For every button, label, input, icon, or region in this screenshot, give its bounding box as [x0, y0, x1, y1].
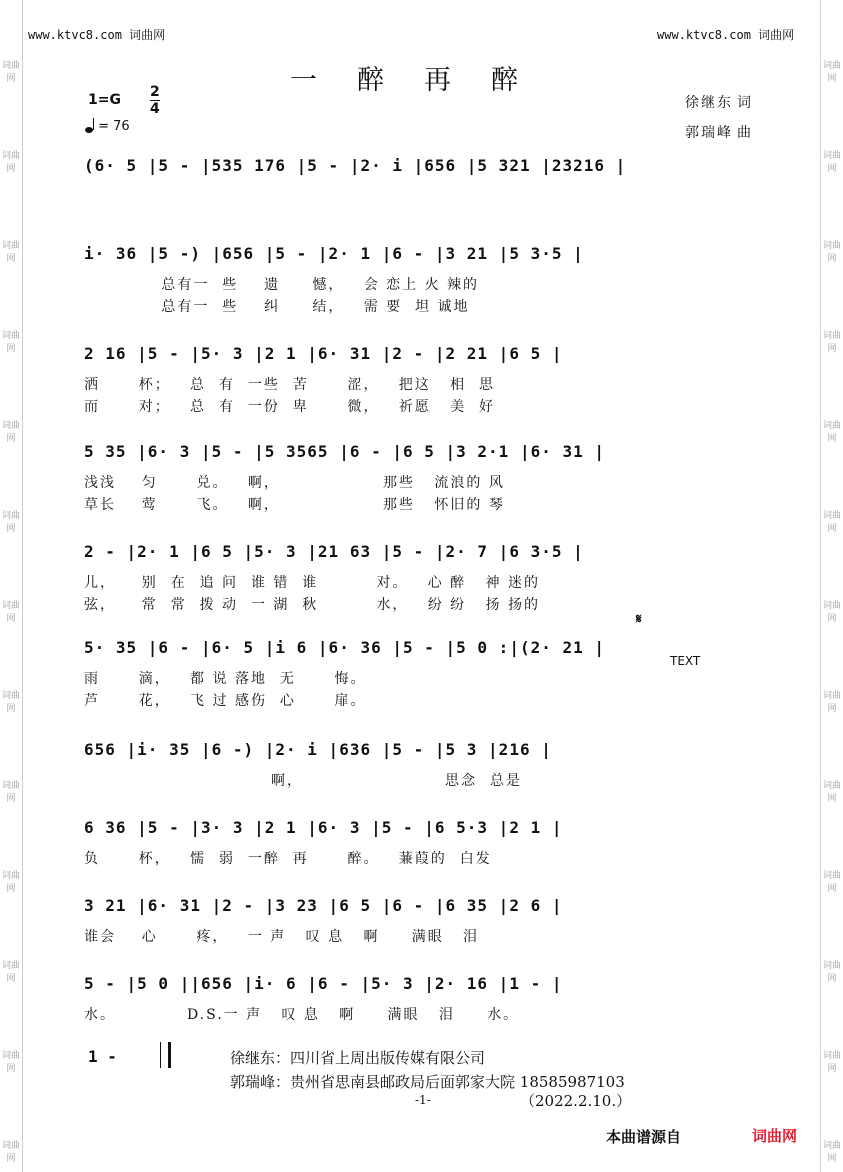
score-row — [84, 438, 756, 513]
left-watermark-strip — [0, 0, 23, 1172]
right-watermark-strip — [820, 0, 843, 1172]
side-watermark: 词曲网 — [1, 331, 20, 354]
lyric-line-verse1: 浅浅 匀 兑。 啊， 那些 流浪的 风 — [84, 475, 505, 491]
side-watermark: 词曲网 — [822, 1141, 841, 1164]
lyric-line-verse2: 总有一 些 纠 结， 需 要 坦 诚地 — [84, 299, 470, 315]
lyric-line-verse2 — [84, 870, 756, 890]
side-watermark: 词曲网 — [1, 1141, 20, 1164]
footer-composer-address: 郭瑞峰：贵州省思南县邮政局后面郭家大院 18585987103 — [230, 1073, 625, 1091]
lyric-line-verse1: 洒 杯； 总 有 一些 苦 涩， 把这 相 思 — [84, 377, 496, 393]
lyric-line-verse1: 水。 D.S.一 声 叹 息 啊 满眼 泪 水。 — [84, 1007, 520, 1023]
footer-lyricist-address: 徐继东：四川省上周出版传媒有限公司 — [230, 1049, 486, 1067]
side-watermark: 词曲网 — [822, 241, 841, 264]
notation-line: 5· 35 |6 - |6· 5 |i 6 |6· 36 |5 - |5 0 :|(2· 21 | — [84, 638, 606, 657]
side-watermark: 词曲网 — [1, 691, 20, 714]
side-watermark: 词曲网 — [1, 61, 20, 84]
lyric-line-verse2: 草长 莺 飞。 啊， 那些 怀旧的 琴 — [84, 497, 505, 513]
side-watermark: 词曲网 — [1, 241, 20, 264]
score-row — [84, 892, 756, 945]
site-watermark-right: www.ktvc8.com 词曲网 — [657, 28, 795, 42]
notation-line: 3 21 |6· 31 |2 - |3 23 |6 5 |6 - |6 35 |2 6 | — [84, 896, 563, 915]
lyric-line-verse2: 而 对； 总 有 一份 卑 微， 祈愿 美 好 — [84, 399, 496, 415]
notation-line: 5 - |5 0 ||656 |i· 6 |6 - |5· 3 |2· 16 |1 - | — [84, 974, 563, 993]
lyricist-role: 词 — [737, 95, 751, 111]
notation-line: 2 16 |5 - |5· 3 |2 1 |6· 31 |2 - |2 21 |6 5 | — [84, 344, 563, 363]
lyric-line-verse1: 啊， 思念 总是 — [84, 773, 522, 789]
ending-notes: 1 - — [88, 1047, 117, 1066]
site-watermark-left: www.ktvc8.com 词曲网 — [28, 28, 166, 42]
notation-line: 656 |i· 35 |6 -) |2· i |636 |5 - |5 3 |216 | — [84, 740, 552, 759]
quarter-note-icon — [88, 118, 94, 130]
time-signature — [150, 84, 160, 117]
segno-icon: 𝄋 — [636, 612, 642, 627]
score-row — [84, 340, 756, 415]
lyric-line-verse2: 芦 花， 飞 过 感伤 心 扉。 — [84, 693, 367, 709]
side-watermark: 词曲网 — [822, 511, 841, 534]
tempo-mark — [88, 118, 130, 134]
lyric-line-verse1: 雨 滴， 都 说 落地 无 悔。 — [84, 671, 367, 687]
side-watermark: 词曲网 — [1, 601, 20, 624]
page-number: -1- — [415, 1093, 431, 1107]
final-barline — [160, 1042, 171, 1068]
side-watermark: 词曲网 — [822, 871, 841, 894]
text-marker: TEXT — [670, 654, 701, 668]
tempo-value: = 76 — [98, 119, 130, 134]
key-signature: 1=G — [88, 92, 121, 108]
lyric-line-verse1: 总有一 些 遗 憾， 会 恋上 火 辣的 — [84, 277, 480, 293]
side-watermark: 词曲网 — [1, 1051, 20, 1074]
lyric-line-verse2 — [84, 792, 756, 812]
score-row — [84, 814, 756, 867]
notation-line: 2 - |2· 1 |6 5 |5· 3 |21 63 |5 - |2· 7 |6 3·5 | — [84, 542, 584, 561]
side-watermark: 词曲网 — [1, 871, 20, 894]
lyricist-name: 徐继东 — [685, 95, 733, 111]
song-title: 一醉再醉 — [290, 65, 558, 96]
lyric-line-verse1: 负 杯， 懦 弱 一醉 再 醉。 蒹葭的 白发 — [84, 851, 492, 867]
side-watermark: 词曲网 — [822, 961, 841, 984]
time-bottom: 4 — [150, 101, 160, 117]
source-label: 本曲谱源自 — [606, 1128, 682, 1146]
score-row — [84, 736, 756, 789]
lyric-line-verse2 — [84, 948, 756, 968]
notation-line: (6· 5 |5 - |535 176 |5 - |2· i |656 |5 321 |23216 | — [84, 156, 627, 175]
side-watermark: 词曲网 — [822, 331, 841, 354]
side-watermark: 词曲网 — [1, 511, 20, 534]
time-top: 2 — [150, 84, 160, 100]
lyric-line-verse2 — [84, 1026, 756, 1046]
score-row — [84, 970, 756, 1023]
side-watermark: 词曲网 — [822, 421, 841, 444]
side-watermark: 词曲网 — [1, 961, 20, 984]
lyric-line-verse2 — [84, 208, 756, 228]
composer-role: 曲 — [737, 125, 751, 141]
score-row — [84, 240, 756, 315]
source-site-link[interactable]: 词曲网 — [752, 1127, 798, 1145]
date-stamp: （2022.2.10.） — [520, 1092, 632, 1110]
composer-name: 郭瑞峰 — [685, 125, 733, 141]
lyric-line-verse2: 弦， 常 常 拨 动 一 湖 秋 水， 纷 纷 扬 扬的 — [84, 597, 540, 613]
side-watermark: 词曲网 — [822, 691, 841, 714]
side-watermark: 词曲网 — [822, 1051, 841, 1074]
lyric-line-verse1 — [84, 186, 756, 206]
side-watermark: 词曲网 — [822, 151, 841, 174]
lyric-line-verse1: 儿， 别 在 追 问 谁 错 谁 对。 心 醉 神 迷的 — [84, 575, 540, 591]
side-watermark: 词曲网 — [1, 151, 20, 174]
score-row — [84, 152, 756, 192]
score-row — [84, 538, 756, 613]
side-watermark: 词曲网 — [822, 601, 841, 624]
score-row — [84, 634, 756, 709]
side-watermark: 词曲网 — [822, 61, 841, 84]
side-watermark: 词曲网 — [1, 781, 20, 804]
notation-line: 5 35 |6· 3 |5 - |5 3565 |6 - |6 5 |3 2·1 |6· 31 | — [84, 442, 606, 461]
notation-line: i· 36 |5 -) |656 |5 - |2· 1 |6 - |3 21 |5 3·5 | — [84, 244, 584, 263]
side-watermark: 词曲网 — [1, 421, 20, 444]
side-watermark: 词曲网 — [822, 781, 841, 804]
notation-line: 6 36 |5 - |3· 3 |2 1 |6· 3 |5 - |6 5·3 |2 1 | — [84, 818, 563, 837]
lyric-line-verse1: 谁会 心 疼， 一 声 叹 息 啊 满眼 泪 — [84, 929, 480, 945]
